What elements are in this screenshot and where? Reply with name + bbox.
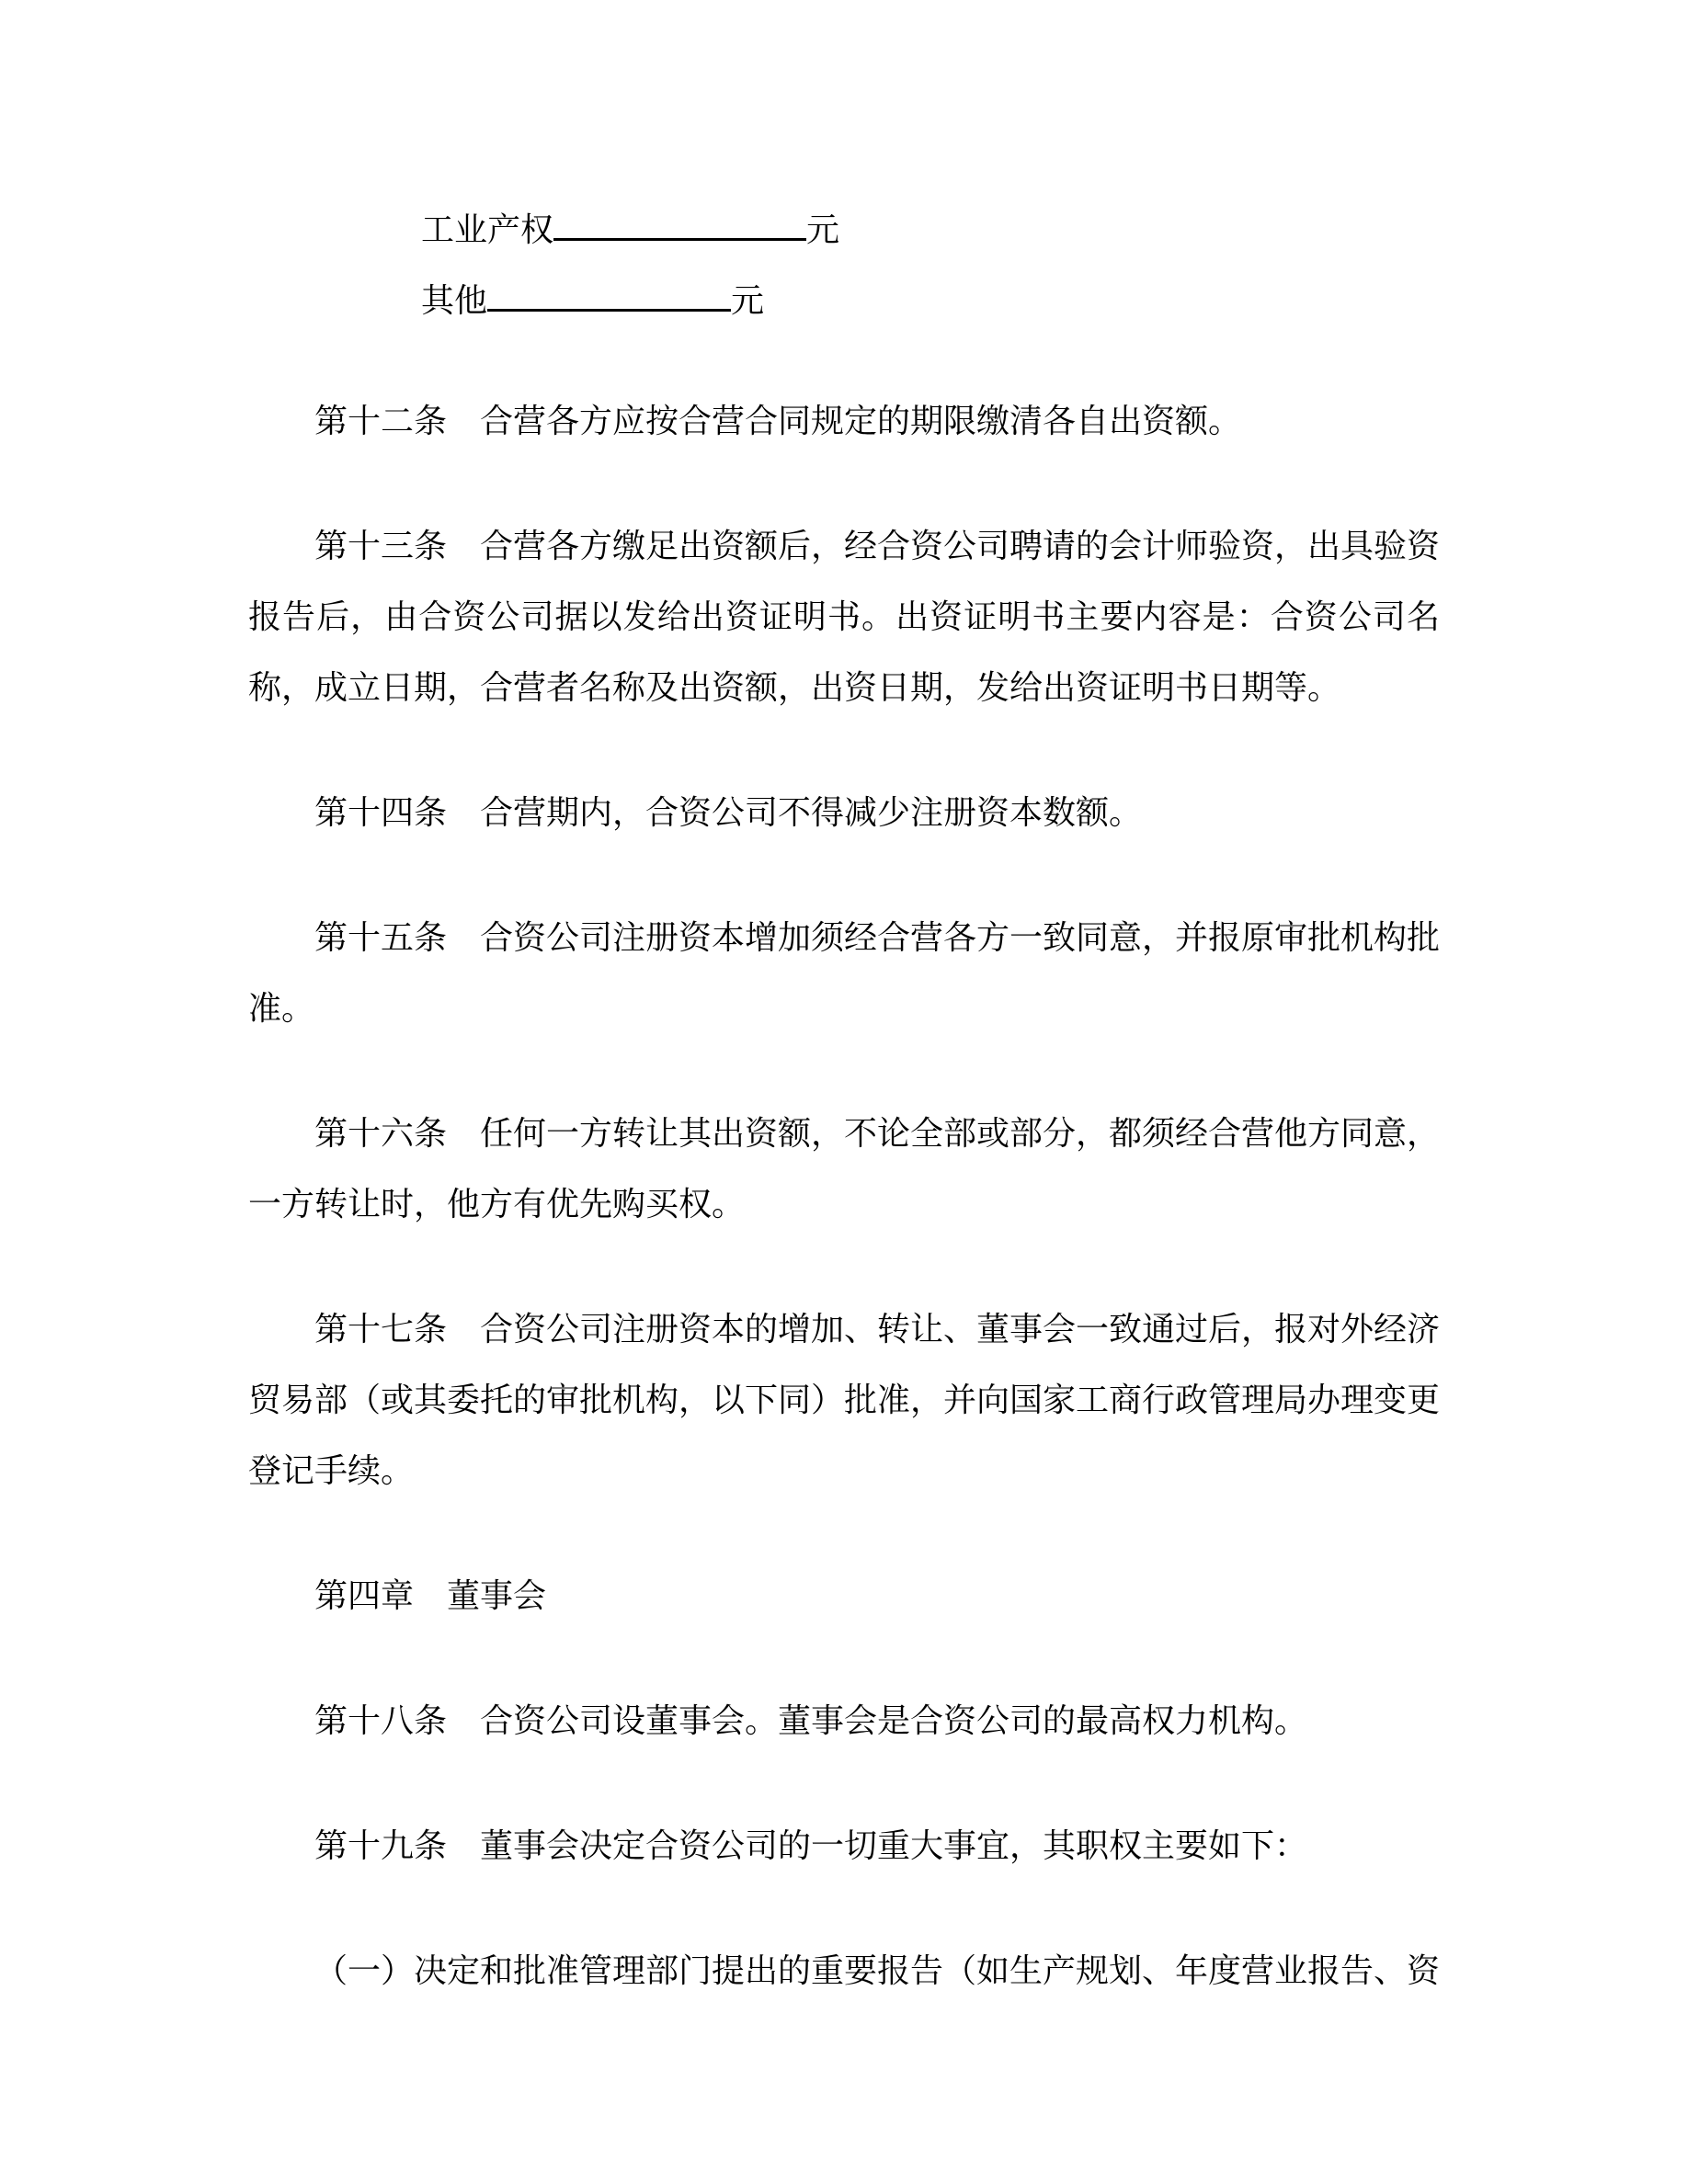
article-15-paragraph: 第十五条 合资公司注册资本增加须经合营各方一致同意，并报原审批机构批准。 bbox=[248, 919, 1441, 1027]
fill-in-label-industrial-property: 工业产权 bbox=[421, 211, 554, 248]
blank-underline-industrial-property bbox=[553, 210, 806, 241]
article-16-paragraph: 第十六条 任何一方转让其出资额，不论全部或部分，都须经合营他方同意，一方转让时，他方有优先购买权。 bbox=[248, 1115, 1441, 1223]
capital-fill-in-block bbox=[248, 195, 1440, 336]
fill-in-unit-other: 元 bbox=[731, 282, 765, 319]
fill-in-label-other: 其他 bbox=[421, 282, 488, 319]
blank-underline-other bbox=[487, 280, 731, 312]
article-19-item-1-paragraph: （一）决定和批准管理部门提出的重要报告（如生产规划、年度营业报告、资 bbox=[314, 1952, 1441, 1989]
article-18-paragraph: 第十八条 合资公司设董事会。董事会是合资公司的最高权力机构。 bbox=[314, 1702, 1308, 1739]
article-19-paragraph: 第十九条 董事会决定合资公司的一切重大事宜，其职权主要如下： bbox=[314, 1827, 1308, 1864]
article-12-paragraph: 第十二条 合营各方应按合营合同规定的期限缴清各自出资额。 bbox=[314, 403, 1242, 439]
article-17-paragraph: 第十七条 合资公司注册资本的增加、转让、董事会一致通过后，报对外经济贸易部（或其委托的审批机构，以下同）批准，并向国家工商行政管理局办理变更登记手续。 bbox=[248, 1311, 1441, 1489]
article-13-paragraph: 第十三条 合营各方缴足出资额后，经合资公司聘请的会计师验资，出具验资报告后，由合资公司据以发给出资证明书。出资证明书主要内容是：合资公司名称，成立日期，合营者名称及出资额，出资日期，发给出资证明书日期等。 bbox=[248, 528, 1441, 706]
chapter-4-heading: 第四章 董事会 bbox=[314, 1577, 547, 1614]
fill-in-unit-industrial-property: 元 bbox=[806, 211, 840, 248]
article-14-paragraph: 第十四条 合营期内，合资公司不得减少注册资本数额。 bbox=[314, 794, 1143, 831]
